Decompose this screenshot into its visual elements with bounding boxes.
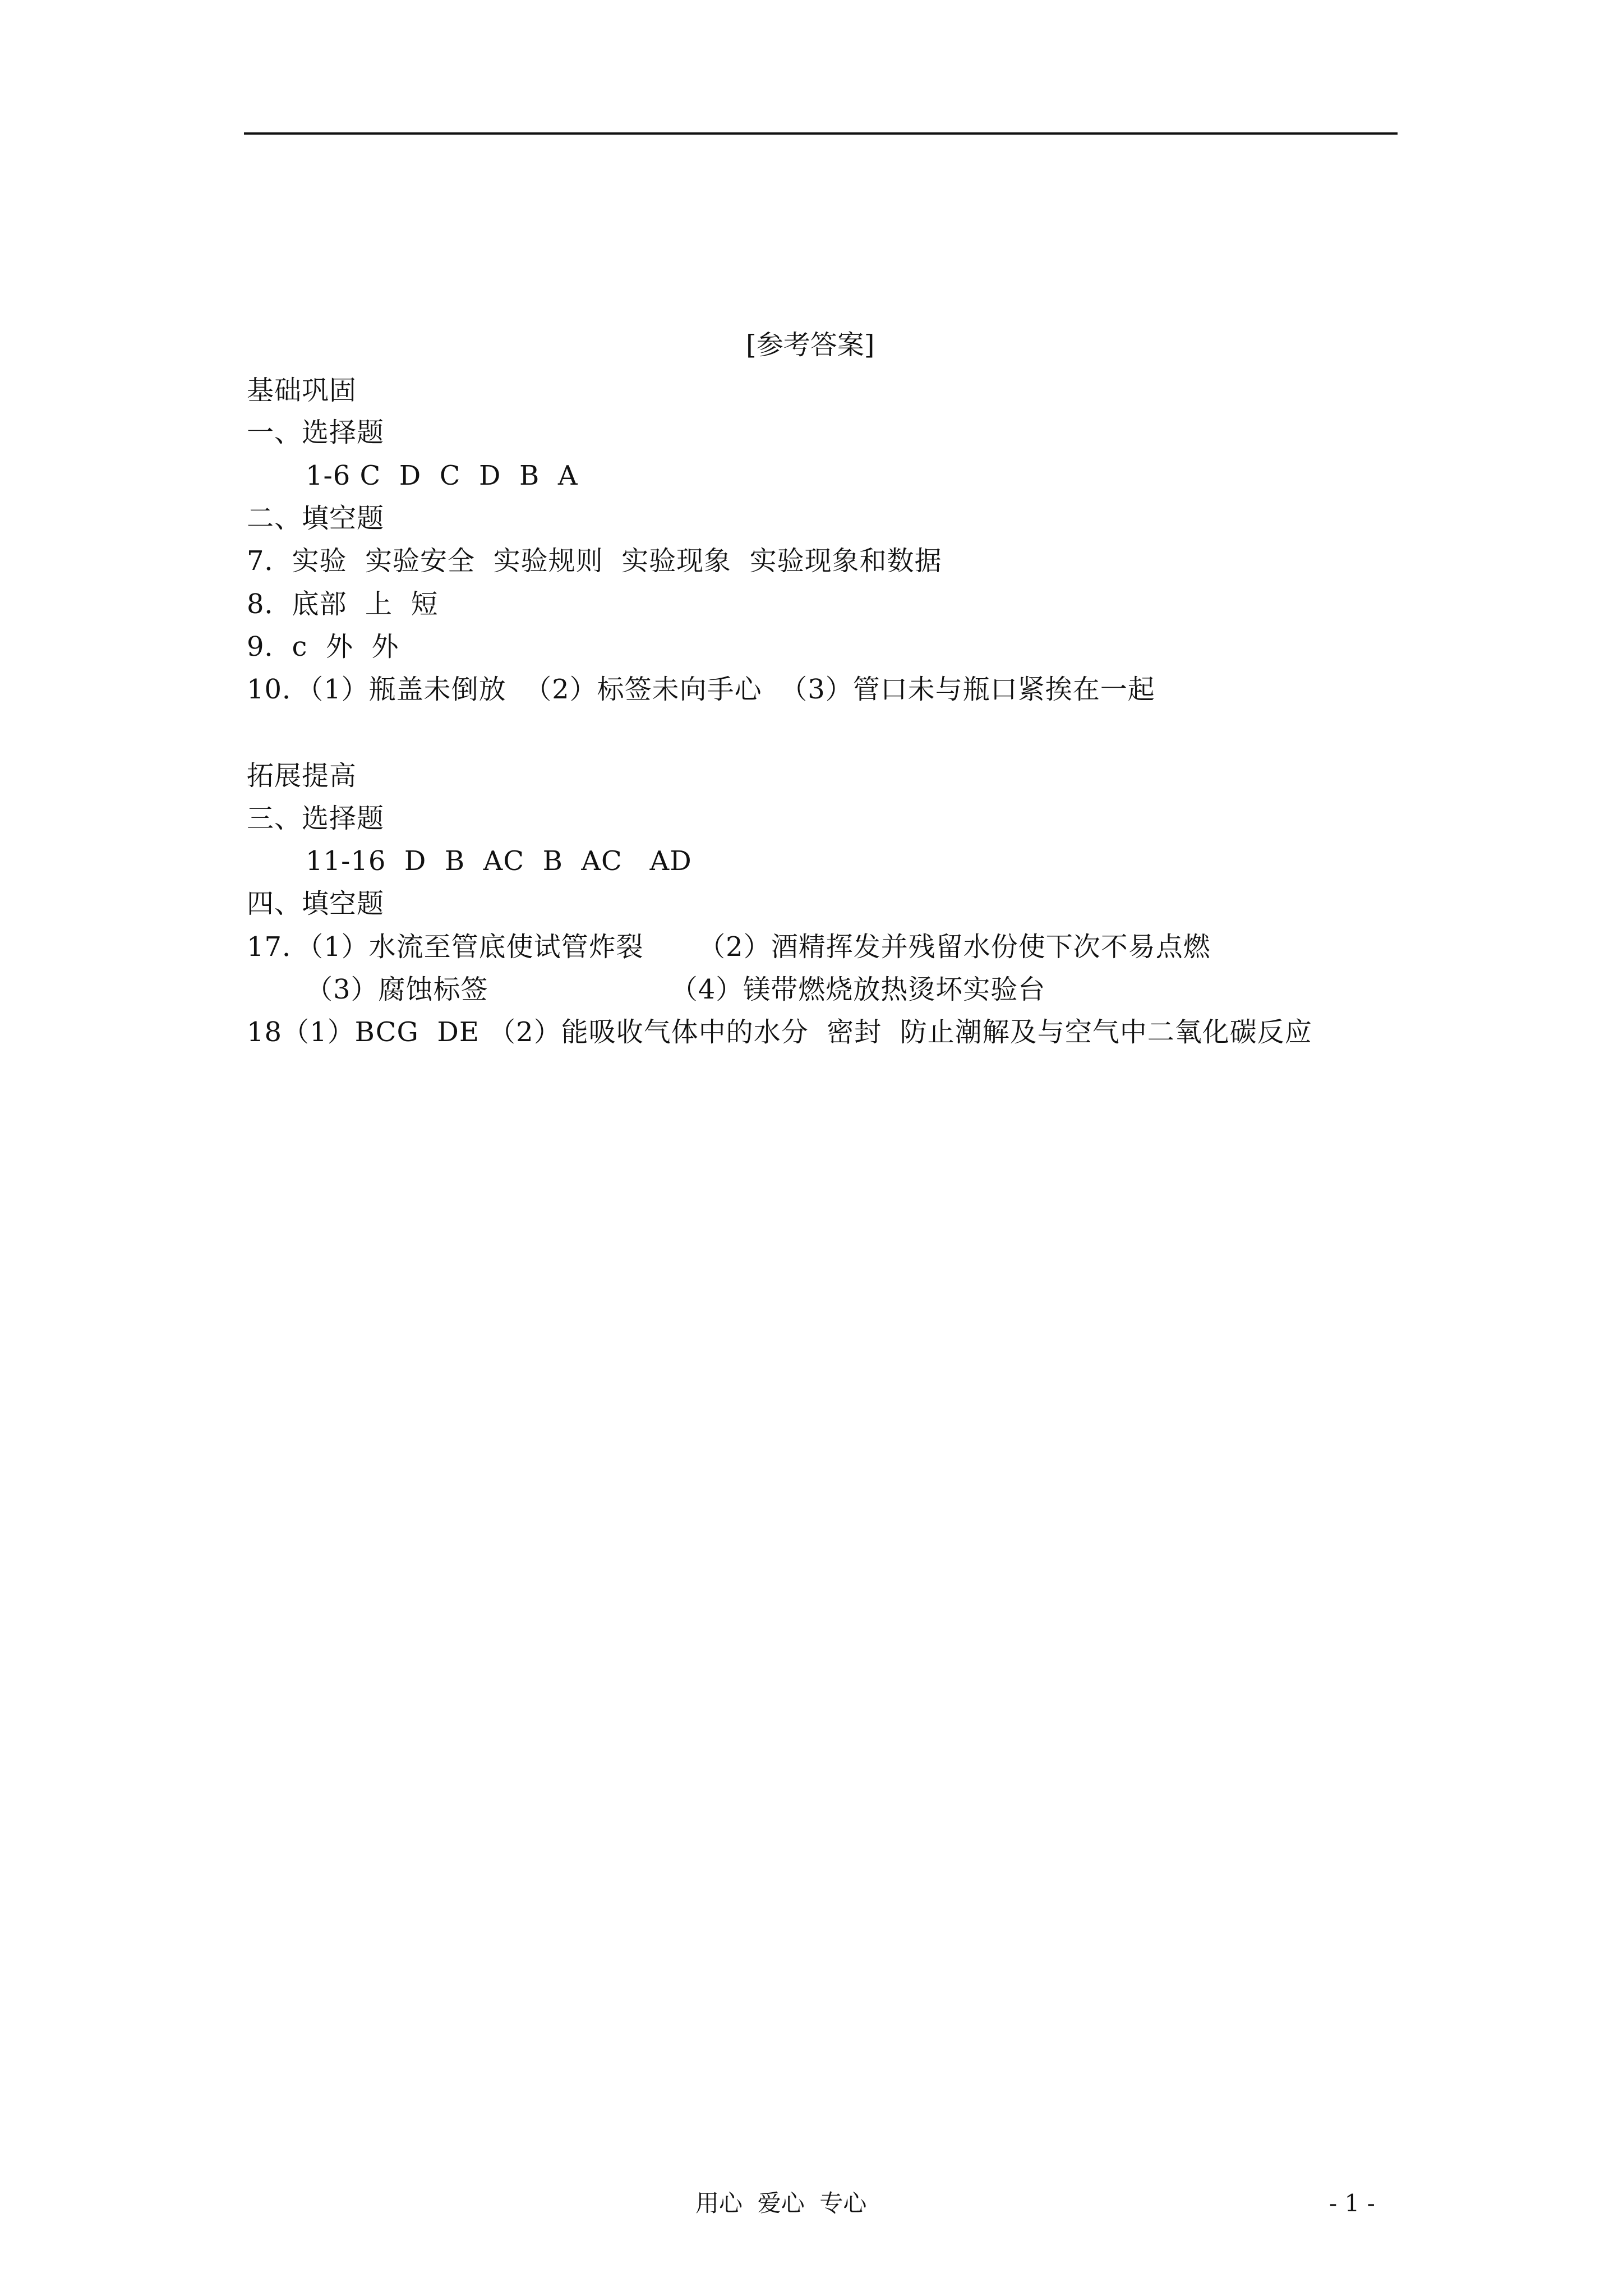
header-rule <box>244 132 1398 135</box>
fill-header-2: 四、填空题 <box>247 888 385 919</box>
answer-title: [参考答案] <box>746 329 875 361</box>
answer-8: 8．底部 上 短 <box>247 588 439 620</box>
footer-motto: 用心 爱心 专心 <box>695 2189 867 2217</box>
answer-18: 18（1）BCG DE （2）能吸收气体中的水分 密封 防止潮解及与空气中二氧化碳反应 <box>247 1016 1312 1048</box>
answer-10: 10．（1）瓶盖未倒放 （2）标签未向手心 （3）管口未与瓶口紧挨在一起 <box>247 674 1155 705</box>
answer-17-part-a: 17．（1）水流至管底使试管炸裂 （2）酒精挥发并残留水份使下次不易点燃 <box>247 931 1211 963</box>
fill-header-1: 二、填空题 <box>247 503 385 534</box>
choice-header-2: 三、选择题 <box>247 803 385 834</box>
page-number: - 1 - <box>1329 2189 1375 2217</box>
choice-header-1: 一、选择题 <box>247 417 385 448</box>
choice-answers-2: 11-16 D B AC B AC AD <box>306 845 692 877</box>
section-basic: 基础巩固 <box>247 375 357 406</box>
choice-answers-1: 1-6 C D C D B A <box>306 460 578 491</box>
answer-9: 9．c 外 外 <box>247 631 399 662</box>
answer-17-part-b: （3）腐蚀标签 （4）镁带燃烧放热烫坏实验台 <box>306 974 1046 1005</box>
answer-7: 7．实验 实验安全 实验规则 实验现象 实验现象和数据 <box>247 545 942 577</box>
section-extension: 拓展提高 <box>247 760 357 792</box>
